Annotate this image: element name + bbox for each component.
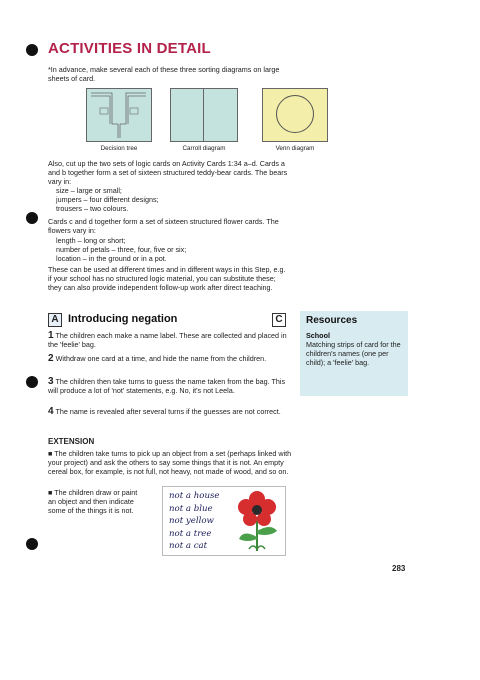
section-title: Introducing negation [68, 313, 178, 325]
venn-diagram-label: Venn diagram [275, 145, 315, 152]
list-item: location – in the ground or in a pot. [56, 254, 167, 263]
step-number: 3 [48, 376, 54, 387]
page-number: 283 [392, 564, 406, 573]
extension-heading: EXTENSION [48, 437, 95, 446]
flower-drawing [231, 489, 283, 553]
flowers-list [48, 236, 296, 263]
bears-list [48, 186, 296, 213]
margin-bullet [26, 376, 38, 388]
closing-text: These can be used at different times and in different ways in this Step, e.g. if your school has no structured logic material, you can substitute these; they can also provide independent follow-up work after direct teaching. [48, 265, 286, 292]
list-item: jumpers – four different designs; [56, 195, 159, 204]
resources-subheading: School [306, 331, 330, 340]
step-number: 4 [48, 406, 54, 417]
resources-panel [300, 311, 408, 396]
step-text: The children then take turns to guess the name taken from the bag. This will produce a lot of 'not' statements, e.g. No, it's not Leela. [48, 377, 286, 395]
intro-text: *In advance, make several each of these three sorting diagrams on large sheets of card. [48, 65, 280, 83]
section-letter-c: C [272, 313, 286, 327]
list-item: length – long or short; [56, 236, 126, 245]
step-text: Withdraw one card at a time, and hide the name from the children. [55, 354, 267, 363]
list-item: trousers – two colours. [56, 204, 129, 213]
flowers-intro: Cards c and d together form a set of sixteen structured flower cards. The flowers vary in: [48, 217, 279, 235]
drawing-line: not a house [169, 491, 220, 501]
step-3 [48, 377, 288, 395]
carroll-diagram-label: Carroll diagram [182, 145, 226, 152]
step-text: The children each make a name label. These are collected and placed in the 'feelie' bag. [48, 331, 287, 349]
venn-circle [276, 95, 314, 133]
step-number: 2 [48, 353, 54, 364]
step-text: The name is revealed after several turns if the guesses are not correct. [55, 407, 281, 416]
list-item: size – large or small; [56, 186, 122, 195]
drawing-text [169, 490, 220, 553]
logic-cards-intro: Also, cut up the two sets of logic cards on Activity Cards 1:34 a–d. Cards a and b together form a set of sixteen structured teddy-bear cards. The bears vary in: [48, 159, 288, 186]
section-letter-a: A [48, 313, 62, 327]
list-item: number of petals – three, four, five or six; [56, 245, 187, 254]
margin-bullet [26, 212, 38, 224]
drawing-line: not yellow [169, 516, 214, 526]
drawing-line: not a cat [169, 541, 208, 551]
step-1 [48, 331, 288, 349]
step-number: 1 [48, 330, 54, 341]
drawing-line: not a blue [169, 503, 213, 514]
resources-heading: Resources [306, 315, 358, 326]
extension-item-2: ■ The children draw or paint an object and then indicate some of the things it is not. [48, 488, 138, 515]
carroll-divider [203, 88, 204, 142]
decision-tree-label: Decision tree [100, 145, 138, 152]
step-4 [48, 407, 288, 416]
page-heading: ACTIVITIES IN DETAIL [48, 40, 211, 57]
child-drawing [162, 486, 286, 556]
extension-item-1: ■ The children take turns to pick up an object from a set (perhaps linked with your project) and ask the others to say some things that it is not. An empty cereal box, for example, is not full, not heavy, not made of wood, and so on. [48, 449, 292, 476]
margin-bullet [26, 44, 38, 56]
resources-text: Matching strips of card for the children's names (one per child); a 'feelie' bag. [306, 340, 401, 367]
drawing-line: not a tree [169, 528, 212, 539]
step-2 [48, 354, 288, 363]
margin-bullet [26, 538, 38, 550]
decision-tree-lines [86, 88, 152, 142]
